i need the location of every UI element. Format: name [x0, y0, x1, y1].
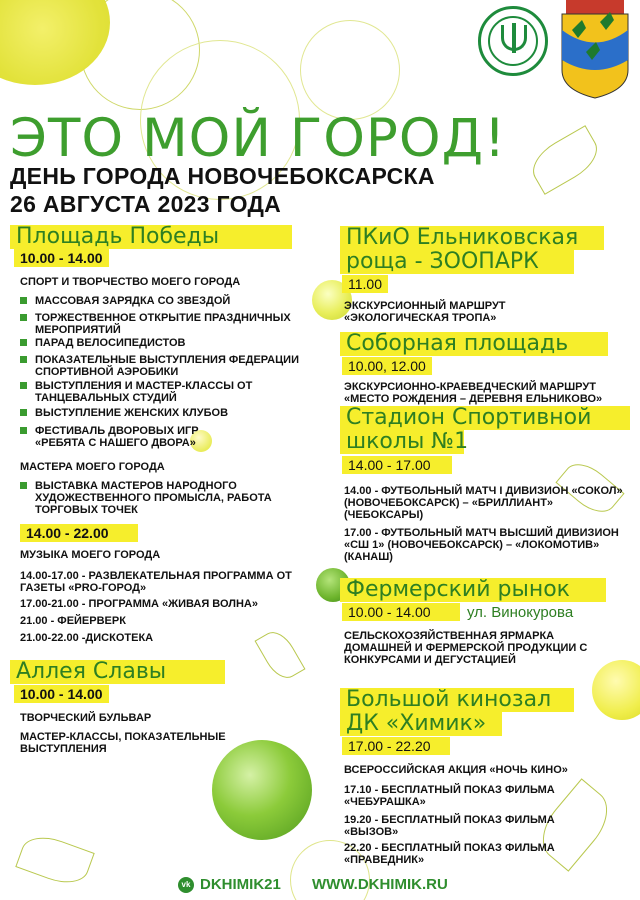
- list-item: ВЫСТУПЛЕНИЯ И МАСТЕР-КЛАССЫ ОТ ТАНЦЕВАЛЬНЫХ СТУДИЙ: [35, 380, 253, 404]
- venue-time: 14.00 - 22.00: [20, 524, 138, 542]
- schedule-line: 21.00-22.00 -ДИСКОТЕКА: [20, 632, 154, 644]
- decor-ball: [212, 740, 312, 840]
- schedule-line: 14.00-17.00 - РАЗВЛЕКАТЕЛЬНАЯ ПРОГРАММА ОТ ГАЗЕТЫ «PRO-ГОРОД»: [20, 570, 292, 594]
- list-item: ПАРАД ВЕЛОСИПЕДИСТОВ: [35, 337, 186, 349]
- venue-title-cinema: Большой кинозал: [340, 688, 574, 712]
- venue-time: 14.00 - 17.00: [342, 456, 452, 474]
- decor-leaf: [525, 125, 606, 195]
- bullet-icon: [20, 427, 27, 434]
- vk-icon[interactable]: vk: [178, 877, 194, 893]
- decor-ball: [592, 660, 640, 720]
- venue-time: 10.00 - 14.00: [14, 685, 109, 703]
- lyre-string: [512, 23, 516, 53]
- venue-time: 10.00 - 14.00: [14, 249, 109, 267]
- venue-title-market: Фермерский рынок: [340, 578, 606, 602]
- venue-time: 11.00: [342, 275, 388, 293]
- venue-title-stadium: Стадион Спортивной: [340, 406, 630, 430]
- section-heading: МУЗЫКА МОЕГО ГОРОДА: [20, 549, 161, 561]
- section-heading: СПОРТ И ТВОРЧЕСТВО МОЕГО ГОРОДА: [20, 276, 241, 288]
- footer: [0, 870, 640, 900]
- bullet-icon: [20, 314, 27, 321]
- bullet-icon: [20, 409, 27, 416]
- coat-top: [566, 0, 624, 14]
- website-link[interactable]: WWW.DKHIMIK.RU: [312, 876, 448, 893]
- street-label: ул. Винокурова: [467, 604, 574, 621]
- schedule-line: 17.00-21.00 - ПРОГРАММА «ЖИВАЯ ВОЛНА»: [20, 598, 258, 610]
- venue-time: 17.00 - 22.20: [342, 737, 450, 755]
- schedule-line: 21.00 - ФЕЙЕРВЕРК: [20, 615, 126, 627]
- schedule-line: 19.20 - БЕСПЛАТНЫЙ ПОКАЗ ФИЛЬМА «ВЫЗОВ»: [344, 814, 555, 838]
- decor-ring: [300, 20, 400, 120]
- venue-time: 10.00 - 14.00: [342, 603, 460, 621]
- venue-title-stadium-line2: школы №1: [340, 430, 464, 454]
- venue-description: ЭКСКУРСИОННО-КРАЕВЕДЧЕСКИЙ МАРШРУТ «МЕСТО РОЖДЕНИЯ – ДЕРЕВНЯ ЕЛЬНИКОВО»: [344, 381, 603, 405]
- city-coat-of-arms: [560, 0, 630, 100]
- section-heading: МАСТЕРА МОЕГО ГОРОДА: [20, 461, 165, 473]
- list-item: ВЫСТАВКА МАСТЕРОВ НАРОДНОГО ХУДОЖЕСТВЕННОГО ПРОМЫСЛА, РАБОТА ТОРГОВЫХ ТОЧЕК: [35, 480, 272, 516]
- venue-description: 17.00 - ФУТБОЛЬНЫЙ МАТЧ ВЫСШИЙ ДИВИЗИОН «СШ 1» (НОВОЧЕБОКСАРСК) – «ЛОКОМОТИВ» (КАНАШ): [344, 527, 619, 563]
- bullet-icon: [20, 339, 27, 346]
- list-item: ТОРЖЕСТВЕННОЕ ОТКРЫТИЕ ПРАЗДНИЧНЫХ МЕРОПРИЯТИЙ: [35, 312, 291, 336]
- page-title: ЭТО МОЙ ГОРОД!: [10, 108, 507, 169]
- venue-title-park-line2: роща - ЗООПАРК: [340, 250, 574, 274]
- venue-title-alley: Аллея Славы: [10, 660, 225, 684]
- venue-description: СЕЛЬСКОХОЗЯЙСТВЕННАЯ ЯРМАРКА ДОМАШНЕЙ И ФЕРМЕРСКОЙ ПРОДУКЦИИ С КОНКУРСАМИ И ДЕГУСТАЦИЕЙ: [344, 630, 588, 666]
- list-item: ВЫСТУПЛЕНИЕ ЖЕНСКИХ КЛУБОВ: [35, 407, 229, 419]
- venue-description: ЭКСКУРСИОННЫЙ МАРШРУТ «ЭКОЛОГИЧЕСКАЯ ТРОПА»: [344, 300, 506, 324]
- list-item: ФЕСТИВАЛЬ ДВОРОВЫХ ИГР «РЕБЯТА С НАШЕГО ДВОРА»: [35, 425, 199, 449]
- schedule-line: 17.10 - БЕСПЛАТНЫЙ ПОКАЗ ФИЛЬМА «ЧЕБУРАШКА»: [344, 784, 555, 808]
- venue-title-park: ПКиО Ельниковская: [340, 226, 604, 250]
- list-item: ПОКАЗАТЕЛЬНЫЕ ВЫСТУПЛЕНИЯ ФЕДЕРАЦИИ СПОРТИВНОЙ АЭРОБИКИ: [35, 354, 299, 378]
- bullet-icon: [20, 382, 27, 389]
- bullet-icon: [20, 356, 27, 363]
- bullet-icon: [20, 297, 27, 304]
- schedule-line: 22.20 - БЕСПЛАТНЫЙ ПОКАЗ ФИЛЬМА «ПРАВЕДНИК»: [344, 842, 555, 866]
- list-item: МАССОВАЯ ЗАРЯДКА СО ЗВЕЗДОЙ: [35, 295, 231, 307]
- venue-title-cinema-line2: ДК «Химик»: [340, 712, 502, 736]
- page-date: 26 АВГУСТА 2023 ГОДА: [10, 191, 282, 217]
- venue-description: МАСТЕР-КЛАССЫ, ПОКАЗАТЕЛЬНЫЕ ВЫСТУПЛЕНИЯ: [20, 731, 226, 755]
- section-heading: ВСЕРОССИЙСКАЯ АКЦИЯ «НОЧЬ КИНО»: [344, 764, 568, 776]
- vk-link[interactable]: DKHIMIK21: [200, 876, 281, 893]
- venue-title-cathedral: Соборная площадь: [340, 332, 608, 356]
- club-logo: [478, 6, 548, 76]
- venue-title-victory-square: Площадь Победы: [10, 225, 292, 249]
- venue-time: 10.00, 12.00: [342, 357, 432, 375]
- section-heading: ТВОРЧЕСКИЙ БУЛЬВАР: [20, 712, 152, 724]
- venue-description: 14.00 - ФУТБОЛЬНЫЙ МАТЧ I ДИВИЗИОН «СОКОЛ» (НОВОЧЕБОКСАРСК) – «БРИЛЛИАНТ» (ЧЕБОКСАРЫ): [344, 485, 623, 521]
- page-subtitle: ДЕНЬ ГОРОДА НОВОЧЕБОКСАРСКА: [10, 163, 435, 189]
- bullet-icon: [20, 482, 27, 489]
